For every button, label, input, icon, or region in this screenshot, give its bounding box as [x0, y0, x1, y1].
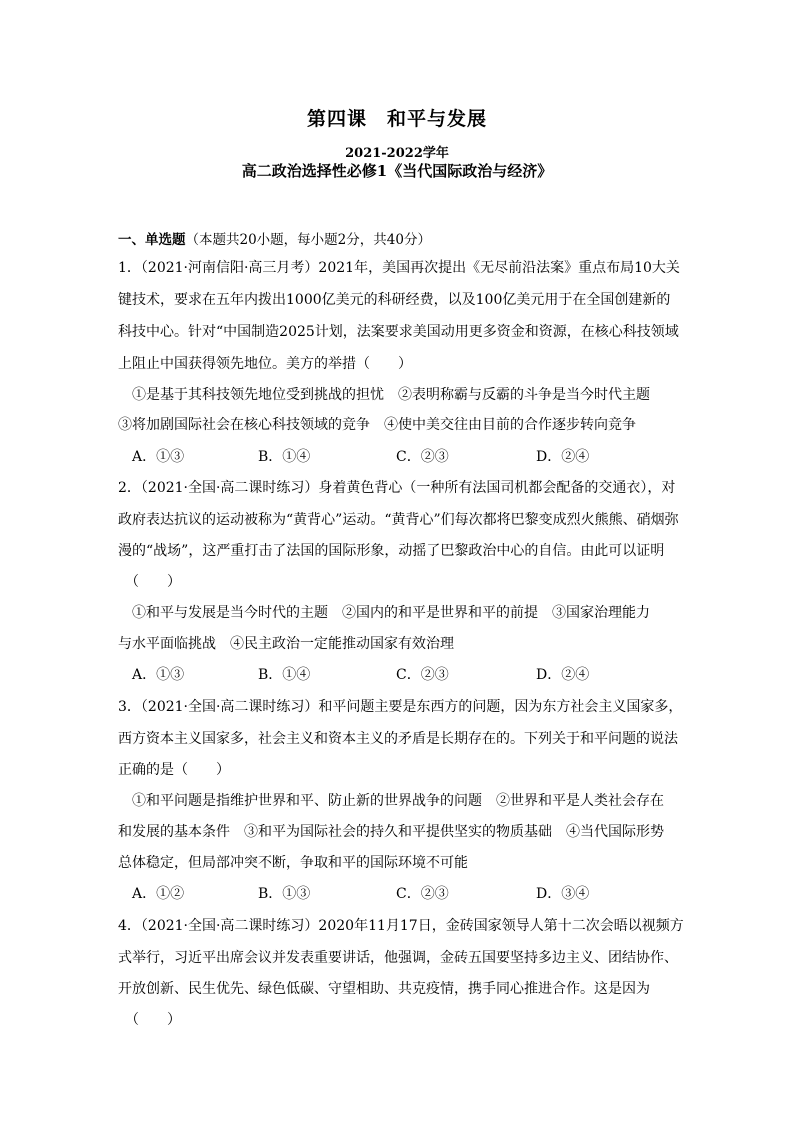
school-year: 2021-2022学年	[345, 146, 449, 161]
question-1-option-d[interactable]: D．②④	[536, 449, 590, 465]
section-heading	[118, 228, 431, 248]
question-2-line-1: 2．（2021·全国·高二课时练习）身着黄色背心（一种所有法国司机都会配备的交通衣），对	[118, 480, 676, 496]
question-1-statement-1: ①是基于其科技领先地位受到挑战的担忧 ②表明称霸与反霸的斗争是当今时代主题	[132, 387, 650, 403]
question-2-line-4: （ ）	[125, 574, 181, 590]
question-4-line-4: （ ）	[125, 1012, 181, 1028]
question-3-option-b[interactable]: B．①③	[258, 886, 311, 902]
question-3-option-d[interactable]: D．③④	[536, 886, 590, 902]
question-4-line-2: 式举行，习近平出席会议并发表重要讲话，他强调，金砖五国要坚持多边主义、团结协作、	[118, 950, 678, 966]
question-3-statement-3: 总体稳定，但局部冲突不断，争取和平的国际环境不可能	[118, 855, 468, 871]
section-title: 一、单选题	[118, 232, 186, 248]
question-2-option-c[interactable]: C．②③	[396, 667, 449, 683]
question-1-option-b[interactable]: B．①④	[258, 449, 311, 465]
question-4-line-3: 开放创新、民生优先、绿色低碳、守望相助、共克疫情，携手同心推进合作。这是因为	[118, 981, 650, 997]
question-1-line-2: 键技术，要求在五年内拨出1000亿美元的科研经费，以及100亿美元用于在全国创建新的	[118, 292, 671, 308]
question-1-line-4: 上阻止中国获得领先地位。美方的举措（ ）	[118, 356, 412, 372]
section-note: （本题共20小题，每小题2分，共40分）	[185, 232, 431, 248]
question-2-statement-1: ①和平与发展是当今时代的主题 ②国内的和平是世界和平的前提 ③国家治理能力	[132, 605, 650, 621]
question-3-option-a[interactable]: A．①②	[132, 886, 185, 902]
question-1-line-1: 1．（2021·河南信阳·高三月考）2021年，美国再次提出《无尽前沿法案》重点布局10大关	[118, 260, 680, 276]
question-1-statement-2: ③将加剧国际社会在核心科技领域的竞争 ④使中美交往由目前的合作逐步转向竞争	[118, 417, 636, 433]
question-2-line-2: 政府表达抗议的运动被称为“黄背心”运动。“黄背心”们每次都将巴黎变成烈火熊熊、硝烟弥	[118, 512, 679, 528]
question-3-line-2: 西方资本主义国家多，社会主义和资本主义的矛盾是长期存在的。下列关于和平问题的说法	[118, 731, 678, 747]
question-1-option-a[interactable]: A．①③	[132, 449, 185, 465]
question-4-line-1: 4．（2021·全国·高二课时练习）2020年11月17日，金砖国家领导人第十二次会晤以视频方	[118, 918, 684, 934]
question-1-line-3: 科技中心。针对“中国制造2025计划，法案要求美国动用更多资金和资源，在核心科技领域	[118, 324, 679, 340]
question-3-statement-2: 和发展的基本条件 ③和平为国际社会的持久和平提供坚实的物质基础 ④当代国际形势	[118, 824, 664, 840]
question-3-statement-1: ①和平问题是指维护世界和平、防止新的世界战争的问题 ②世界和平是人类社会存在	[132, 793, 664, 809]
question-1-option-c[interactable]: C．②③	[396, 449, 449, 465]
question-2-option-b[interactable]: B．①④	[258, 667, 311, 683]
question-3-line-3: 正确的是（ ）	[118, 762, 230, 778]
question-2-statement-2: 与水平面临挑战 ④民主政治一定能推动国家有效治理	[118, 636, 454, 652]
question-3-option-c[interactable]: C．②③	[396, 886, 449, 902]
question-2-line-3: 漫的“战场”，这严重打击了法国的国际形象，动摇了巴黎政治中心的自信。由此可以证明	[118, 543, 665, 559]
question-3-line-1: 3．（2021·全国·高二课时练习）和平问题主要是东西方的问题，因为东方社会主义国家多，	[118, 699, 683, 715]
document-subtitle: 高二政治选择性必修1《当代国际政治与经济》	[241, 162, 553, 180]
question-2-option-a[interactable]: A．①③	[132, 667, 185, 683]
document-title: 第四课 和平与发展	[306, 108, 487, 130]
question-2-option-d[interactable]: D．②④	[536, 667, 590, 683]
